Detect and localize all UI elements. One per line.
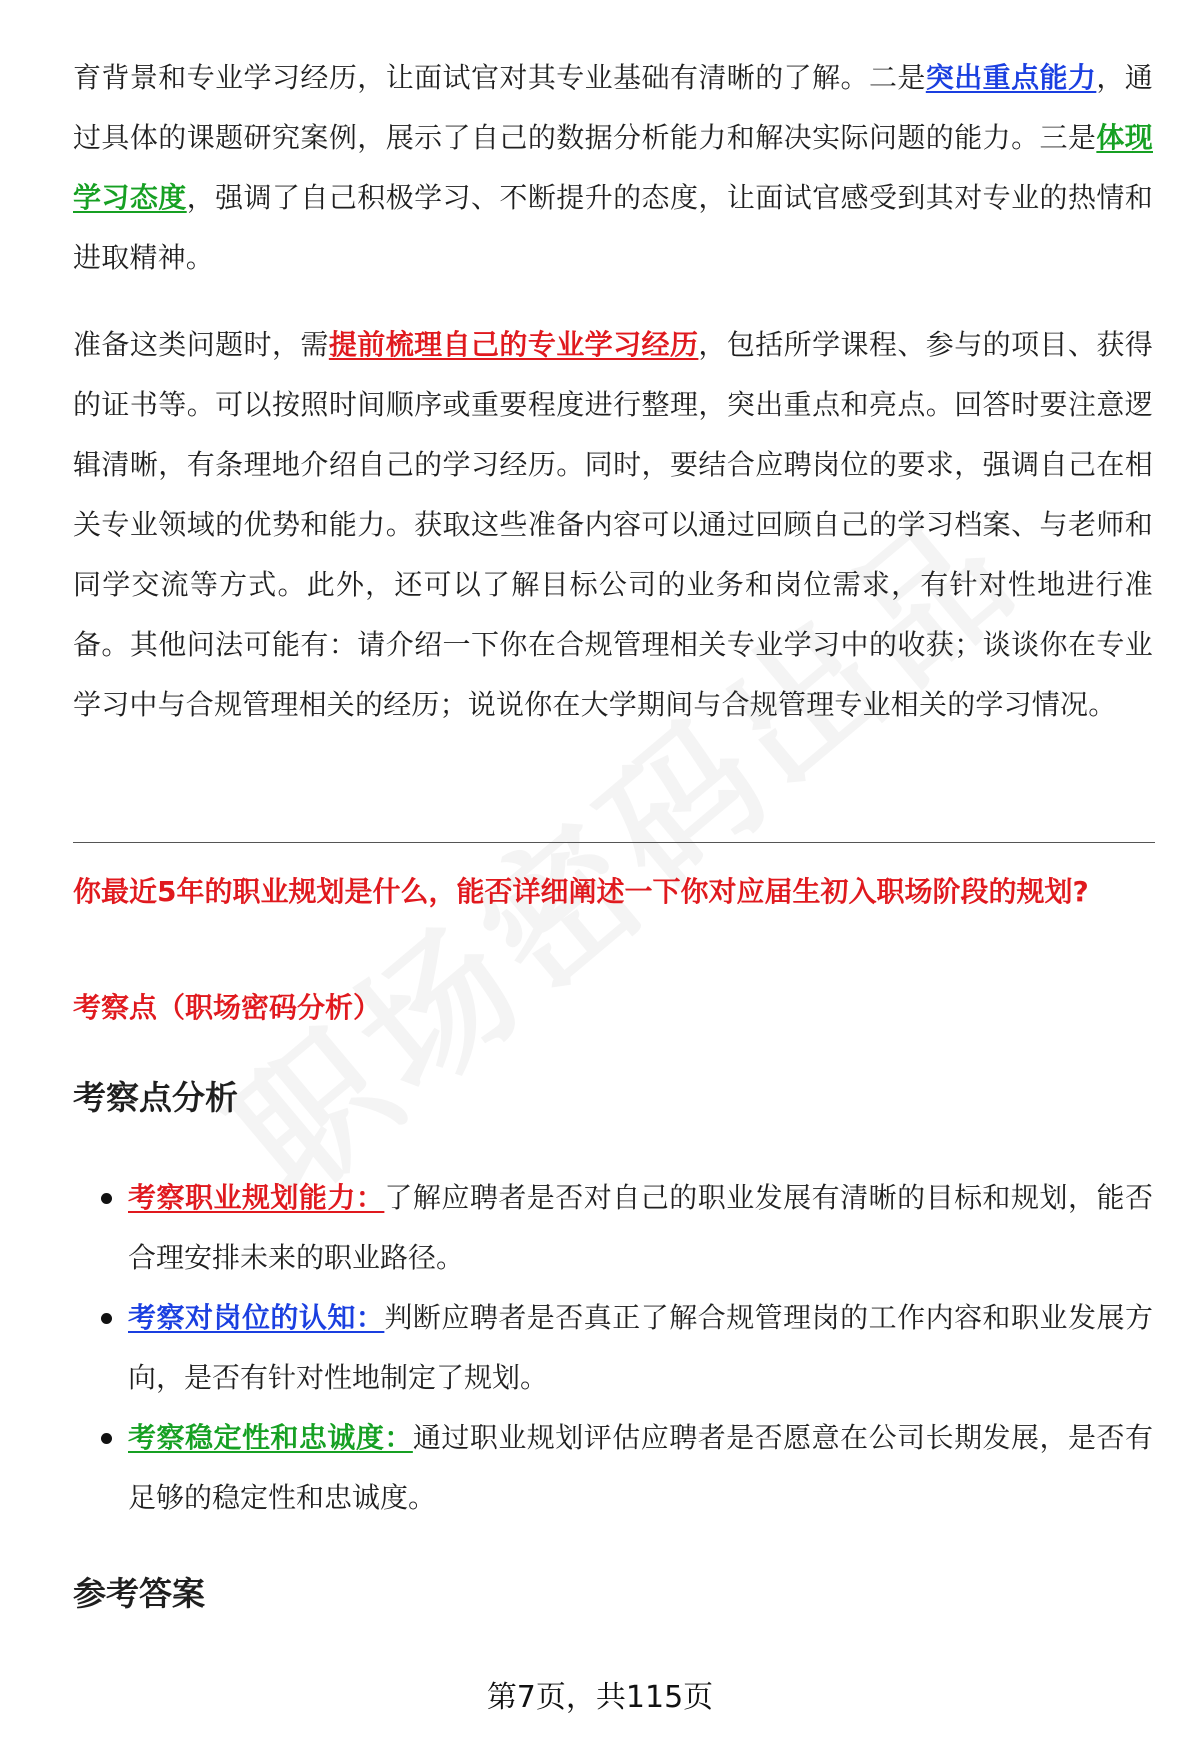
bullet-icon	[101, 1193, 112, 1204]
para1-text-1: 育背景和专业学习经历，让面试官对其专业基础有清晰的了解。二是	[73, 61, 926, 94]
section-heading-answer: 参考答案	[73, 1574, 205, 1613]
kao-label: 考察点（职场密码分析）	[73, 991, 382, 1024]
bullet-icon	[101, 1433, 112, 1444]
para1-text-3: ，强调了自己积极学习、不断提升的态度，让面试官感受到其对专业的热情和进取精神。	[73, 181, 1153, 274]
bullet-icon	[101, 1313, 112, 1324]
body-text	[73, 48, 1153, 735]
point-label: 考察对岗位的认知：	[128, 1301, 385, 1334]
para1-text-2: ，通过具体的课题研究案例，展示了自己的数据分析能力和解决实际问题的能力。三是	[73, 61, 1153, 154]
page-number: 第7页，共115页	[486, 1680, 714, 1715]
para1-highlight-blue: 突出重点能力	[925, 61, 1097, 94]
list-item	[73, 1288, 1153, 1408]
list-item	[73, 1168, 1153, 1288]
question-title: 你最近5年的职业规划是什么，能否详细阐述一下你对应届生初入职场阶段的规划?	[73, 875, 1089, 908]
point-label: 考察职业规划能力：	[128, 1181, 385, 1214]
paragraph-1	[73, 48, 1153, 288]
analysis-list	[73, 1168, 1153, 1528]
para2-text-2: ，包括所学课程、参与的项目、获得的证书等。可以按照时间顺序或重要程度进行整理，突出重点和亮点。回答时要注意逻辑清晰，有条理地介绍自己的学习经历。同时，要结合应聘岗位的要求，强调自己在相关专业领域的优势和能力。获取这些准备内容可以通过回顾自己的学习档案、与老师和同学交流等方式。此外，还可以了解目标公司的业务和岗位需求，有针对性地进行准备。其他问法可能有：请介绍一下你在合规管理相关专业学习中的收获；谈谈你在专业学习中与合规管理相关的经历；说说你在大学期间与合规管理专业相关的学习情况。	[73, 328, 1153, 721]
para2-text-1: 准备这类问题时，需	[73, 328, 329, 361]
point-text: 了解应聘者是否对自己的职业发展有清晰的目标和规划，能否合理安排未来的职业路径。	[128, 1181, 1153, 1274]
point-text: 通过职业规划评估应聘者是否愿意在公司长期发展，是否有足够的稳定性和忠诚度。	[128, 1421, 1153, 1514]
para1-highlight-green: 体现学习态度	[73, 121, 1153, 214]
point-label: 考察稳定性和忠诚度：	[128, 1421, 413, 1454]
point-text: 判断应聘者是否真正了解合规管理岗的工作内容和职业发展方向，是否有针对性地制定了规划。	[128, 1301, 1153, 1394]
para2-highlight-red: 提前梳理自己的专业学习经历	[328, 328, 699, 361]
divider	[73, 842, 1155, 843]
section-heading-analysis: 考察点分析	[73, 1078, 238, 1117]
list-item	[73, 1408, 1153, 1528]
paragraph-2	[73, 315, 1153, 735]
